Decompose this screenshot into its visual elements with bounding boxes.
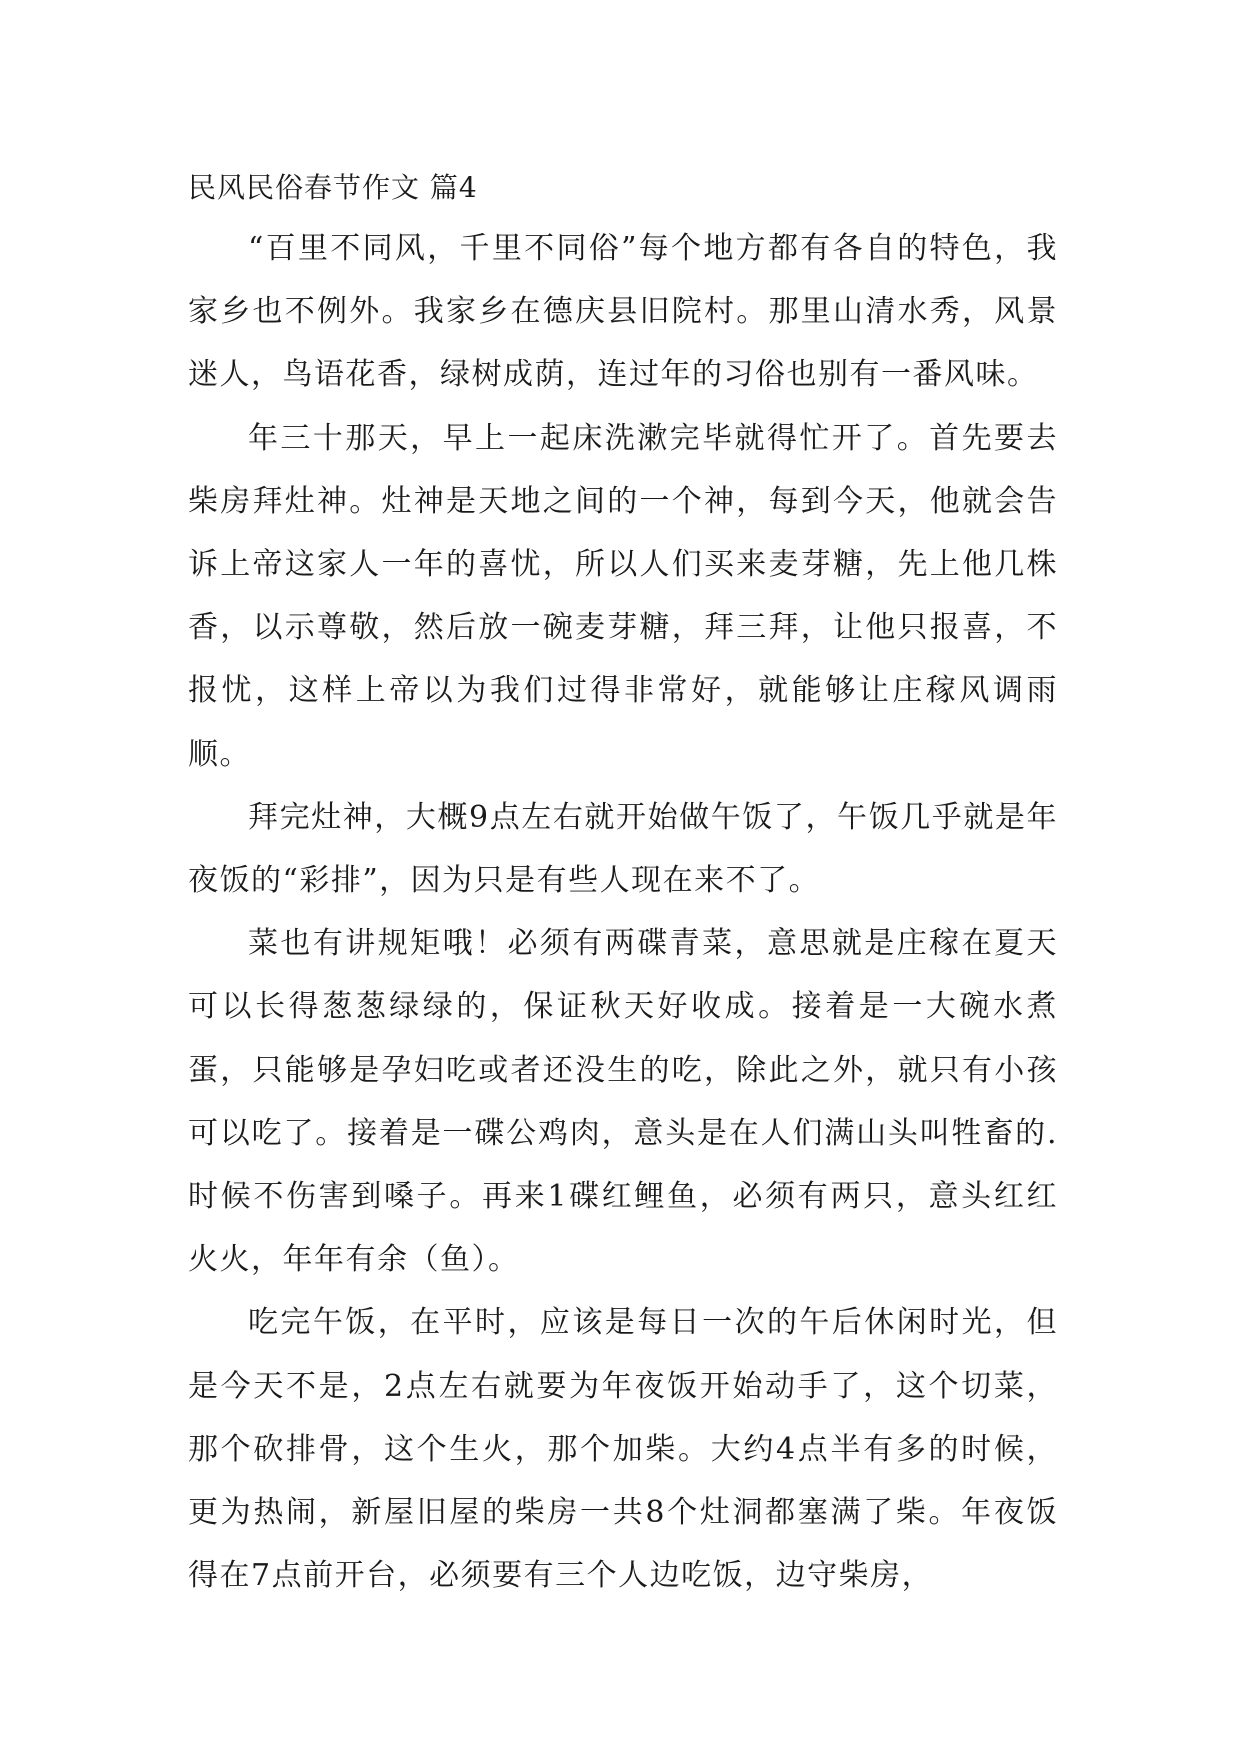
paragraph-kitchen-god: 年三十那天，早上一起床洗漱完毕就得忙开了。首先要去柴房拜灶神。灶神是天地之间的一个神，每到今天，他就会告诉上帝这家人一年的喜忧，所以人们买来麦芽糖，先上他几株香，以示尊敬，然后放一碗麦芽糖，拜三拜，让他只报喜，不报忧，这样上帝以为我们过得非常好，就能够让庄稼风调雨顺。: [188, 420, 1058, 772]
paragraph-dishes: 菜也有讲规矩哦！必须有两碟青菜，意思就是庄稼在夏天可以长得葱葱绿绿的，保证秋天好收成。接着是一大碗水煮蛋，只能够是孕妇吃或者还没生的吃，除此之外，就只有小孩可以吃了。接着是一碟公鸡肉，意头是在人们满山头叫牲畜的.时候不伤害到嗓子。再来1碟红鲤鱼，必须有两只，意头红红火火，年年有余（鱼）。: [188, 926, 1058, 1278]
document-body: [188, 217, 1058, 1607]
paragraph-lunch: 拜完灶神，大概9点左右就开始做午饭了，午饭几乎就是年夜饭的“彩排”，因为只是有些人现在来不了。: [188, 799, 1058, 899]
paragraph-intro: “百里不同风，千里不同俗”每个地方都有各自的特色，我家乡也不例外。我家乡在德庆县旧院村。那里山清水秀，风景迷人，鸟语花香，绿树成荫，连过年的习俗也别有一番风味。: [188, 231, 1058, 393]
paragraph-new-year-eve-dinner: 吃完午饭，在平时，应该是每日一次的午后休闲时光，但是今天不是，2点左右就要为年夜饭开始动手了，这个切菜，那个砍排骨，这个生火，那个加柴。大约4点半有多的时候，更为热闹，新屋旧屋的柴房一共8个灶洞都塞满了柴。年夜饭得在7点前开台，必须要有三个人边吃饭，边守柴房，: [188, 1305, 1058, 1594]
document-title: 民风民俗春节作文 篇4: [188, 171, 478, 204]
